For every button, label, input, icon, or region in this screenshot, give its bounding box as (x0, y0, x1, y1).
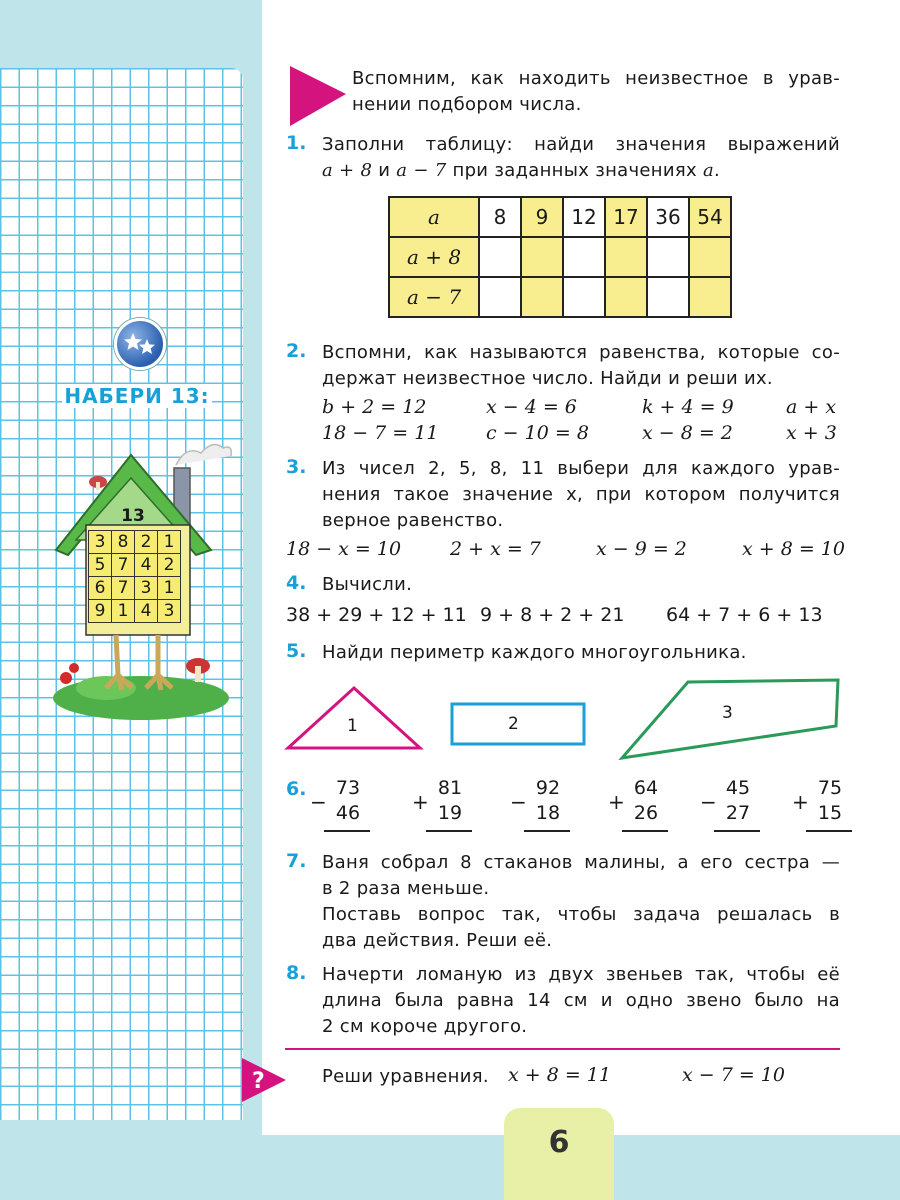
shape-label-2: 2 (508, 714, 519, 734)
result-line (524, 830, 570, 832)
number-grid (88, 530, 181, 623)
grid-cell: 2 (135, 531, 158, 554)
addend: 19 (437, 802, 463, 824)
empty-cell[interactable] (605, 237, 647, 277)
task-2-line-2: держат неизвестное число. Найди и реши их. (322, 368, 773, 389)
polygons (280, 674, 845, 770)
equation: a + x (786, 396, 837, 418)
var-a: a (702, 160, 715, 181)
task-7-number: 7. (286, 850, 307, 872)
empty-cell[interactable] (521, 237, 563, 277)
result-line (714, 830, 760, 832)
empty-cell[interactable] (647, 277, 689, 317)
grid-cell: 4 (135, 554, 158, 577)
equation: 18 − 7 = 11 (322, 422, 439, 444)
empty-cell[interactable] (563, 237, 605, 277)
task-8-line-3: 2 см короче другого. (322, 1016, 528, 1037)
addend: 26 (633, 802, 659, 824)
result-line (806, 830, 852, 832)
expression: 9 + 8 + 2 + 21 (480, 604, 625, 626)
column-subtraction (510, 776, 578, 832)
empty-cell[interactable] (689, 237, 731, 277)
grid-cell: 2 (158, 554, 181, 577)
minuend: 45 (725, 777, 751, 799)
equation: 2 + x = 7 (450, 538, 541, 560)
question-text: Реши уравнения. (322, 1066, 489, 1087)
grid-cell: 3 (158, 600, 181, 623)
grid-cell: 4 (135, 600, 158, 623)
grid-cell: 7 (112, 577, 135, 600)
result-line (622, 830, 668, 832)
task-5-text: Найди периметр каждого многоугольника. (322, 642, 747, 663)
sidebar-title: НАБЕРИ 13: (62, 384, 212, 408)
task-7-line-3: Поставь вопрос так, чтобы задача решалась в (322, 904, 840, 925)
grid-cell: 3 (89, 531, 112, 554)
column-addition (792, 776, 860, 832)
question-equation-1: x + 8 = 11 (508, 1064, 611, 1086)
equation: x + 8 = 10 (742, 538, 845, 560)
addend: 64 (633, 777, 659, 799)
question-mark-icon (242, 1058, 286, 1102)
expr-a-minus-7: a − 7 (396, 160, 447, 181)
task-1-line-1: Заполни таблицу: найди значения выражений (322, 134, 840, 155)
empty-cell[interactable] (647, 237, 689, 277)
task-4-text: Вычисли. (322, 574, 413, 595)
table-cell: 17 (605, 197, 647, 237)
column-subtraction (700, 776, 768, 832)
task-7-line-2: в 2 раза меньше. (322, 878, 490, 899)
task-3-line-1: Из чисел 2, 5, 8, 11 выбери для каждого урав- (322, 458, 840, 479)
table-cell: 12 (563, 197, 605, 237)
task-2-line-1: Вспомни, как называются равенства, которые со- (322, 342, 840, 363)
equation: x − 4 = 6 (486, 396, 577, 418)
operator: + (412, 790, 429, 814)
task-3-line-3: верное равенство. (322, 510, 504, 531)
empty-cell[interactable] (521, 277, 563, 317)
task-5-number: 5. (286, 640, 307, 662)
task-1-number: 1. (286, 132, 307, 154)
empty-cell[interactable] (479, 237, 521, 277)
task-3-number: 3. (286, 456, 307, 478)
subtrahend: 18 (535, 802, 561, 824)
equation: 18 − x = 10 (286, 538, 402, 560)
addend: 81 (437, 777, 463, 799)
expression: 38 + 29 + 12 + 11 (286, 604, 467, 626)
row-header-a-minus-7: a − 7 (389, 277, 479, 317)
svg-text:?: ? (252, 1069, 265, 1094)
equation: b + 2 = 12 (322, 396, 427, 418)
result-line (324, 830, 370, 832)
operator: + (608, 790, 625, 814)
task-7-line-1: Ваня собрал 8 стаканов малины, а его сестра — (322, 852, 840, 873)
grid-cell: 9 (89, 600, 112, 623)
shape-label-3: 3 (722, 703, 733, 723)
column-addition (412, 776, 480, 832)
equation: x − 9 = 2 (596, 538, 687, 560)
table-cell: 54 (689, 197, 731, 237)
and-word: и (372, 160, 397, 181)
minuend: 92 (535, 777, 561, 799)
expr-a-plus-8: a + 8 (322, 160, 373, 181)
subtrahend: 27 (725, 802, 751, 824)
grid-cell: 1 (158, 531, 181, 554)
grid-cell: 3 (135, 577, 158, 600)
stars-icon (114, 318, 166, 370)
task-4-number: 4. (286, 572, 307, 594)
task-6-number: 6. (286, 778, 307, 800)
intro-line-2: нении подбором числа. (352, 94, 582, 115)
equation: x − 8 = 2 (642, 422, 733, 444)
house-number: 13 (121, 506, 145, 526)
operator: − (510, 790, 527, 814)
grid-cell: 1 (158, 577, 181, 600)
period: . (714, 160, 721, 181)
table-cell: 9 (521, 197, 563, 237)
equation: k + 4 = 9 (642, 396, 734, 418)
task-8-line-2: длина была равна 14 см и одно звено было на (322, 990, 840, 1011)
operator: + (792, 790, 809, 814)
grid-cell: 8 (112, 531, 135, 554)
addend: 75 (817, 777, 843, 799)
empty-cell[interactable] (689, 277, 731, 317)
row-header-a: a (389, 197, 479, 237)
values-table (388, 196, 732, 318)
empty-cell[interactable] (563, 277, 605, 317)
empty-cell[interactable] (605, 277, 647, 317)
intro-line-1: Вспомним, как находить неизвестное в урав- (352, 68, 840, 89)
task-1-line-2-rest: при заданных значениях (446, 160, 703, 181)
shape-label-1: 1 (347, 716, 358, 736)
operator: − (310, 790, 327, 814)
task-2-number: 2. (286, 340, 307, 362)
question-equation-2: x − 7 = 10 (682, 1064, 785, 1086)
task-3-line-2: нения такое значение x, при котором получится (322, 484, 840, 505)
result-line (426, 830, 472, 832)
triangle-marker-icon (290, 66, 346, 126)
grid-cell: 1 (112, 600, 135, 623)
grid-cell: 5 (89, 554, 112, 577)
grid-cell: 6 (89, 577, 112, 600)
grid-cell: 7 (112, 554, 135, 577)
minuend: 73 (335, 777, 361, 799)
expression: 64 + 7 + 6 + 13 (666, 604, 823, 626)
page-number: 6 (504, 1108, 614, 1200)
addend: 15 (817, 802, 843, 824)
task-1-line-2 (322, 158, 720, 184)
table-cell: 36 (647, 197, 689, 237)
table-cell: 8 (479, 197, 521, 237)
task-7-line-4: два действия. Реши её. (322, 930, 553, 951)
divider-line (285, 1048, 840, 1050)
equation: c − 10 = 8 (486, 422, 589, 444)
operator: − (700, 790, 717, 814)
column-addition (608, 776, 676, 832)
column-subtraction (310, 776, 378, 832)
row-header-a-plus-8: a + 8 (389, 237, 479, 277)
task-8-number: 8. (286, 962, 307, 984)
equation: x + 3 (786, 422, 837, 444)
task-8-line-1: Начерти ломаную из двух звеньев так, чтобы её (322, 964, 840, 985)
subtrahend: 46 (335, 802, 361, 824)
empty-cell[interactable] (479, 277, 521, 317)
